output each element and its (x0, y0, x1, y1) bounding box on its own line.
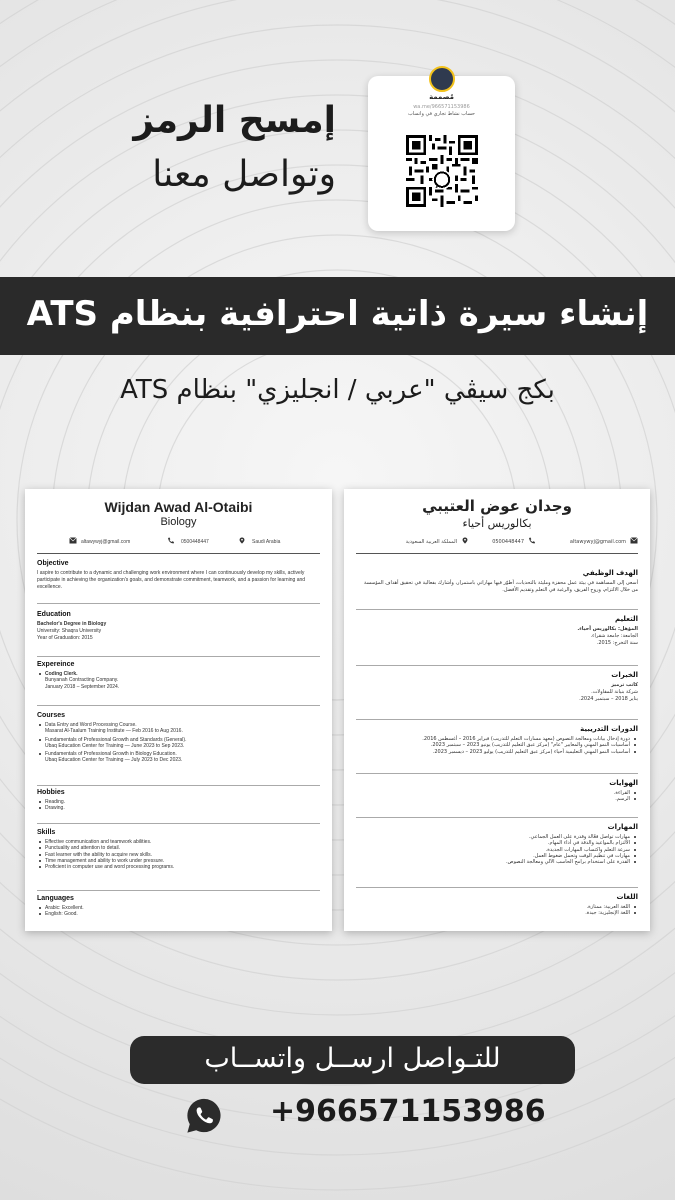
list-item: سرعة التعلم واكتساب المهارات الجديدة. (356, 847, 638, 853)
qr-description: حساب نشاط تجاري في واتساب (407, 111, 476, 117)
business-logo-icon (429, 66, 455, 92)
university-text: University: Shaqra University (37, 628, 102, 634)
skills-section (37, 829, 320, 870)
section-title: الهدف الوظيفي (582, 569, 638, 577)
objective-section (37, 560, 320, 591)
degree-text: Bachelor's Degree in Biology (37, 621, 107, 627)
list-item: القراءة. (356, 790, 638, 796)
contact-row (25, 537, 332, 549)
qr-code-icon[interactable] (406, 135, 478, 207)
list-item: Fundamentals of Professional Growth and Standards (General). Ubaq Education Center for Training — June 2023 to Sep 2023. (37, 737, 320, 750)
experience-section (356, 671, 638, 703)
grad-year-text: سنة التخرج: 2015. (596, 640, 638, 646)
education-section (37, 611, 320, 642)
section-title: الهوايات (609, 779, 638, 787)
resume-major: بكالوريس أحياء (462, 517, 532, 530)
list-item: English: Good. (37, 911, 320, 917)
section-title: Objective (37, 560, 69, 567)
section-divider (356, 817, 638, 818)
section-title: Education (37, 611, 71, 618)
section-divider (356, 719, 638, 720)
objective-text: أسعى إلى المساهمة في بيئة عمل محفزة ومليئة بالتحديات، أطوّر فيها مهاراتي باستمرار، وأشارك بفعالية في تحقيق أهداف المؤسسة من خلال الالتزام، وروح الفريق، والرغبة في التعلم وتقديم الأفضل. (363, 580, 638, 593)
section-divider (356, 887, 638, 888)
qr-link: wa.me/966571153986 (413, 104, 470, 110)
list-item: Punctuality and attention to detail. (37, 845, 320, 851)
phone-icon (528, 537, 536, 544)
phone-text: 0500448447 (181, 539, 209, 545)
section-divider (356, 665, 638, 666)
skills-section (356, 823, 638, 865)
experience-section (37, 661, 320, 690)
list-item: اللغة العربية: ممتازة. (356, 904, 638, 910)
courses-section (356, 725, 638, 755)
section-title: Courses (37, 712, 66, 719)
list-item: Fast learner with the ability to acquire new skills. (37, 852, 320, 858)
education-section (356, 615, 638, 647)
university-text: الجامعة: جامعة شقراء. (590, 633, 638, 639)
section-divider (356, 609, 638, 610)
header-divider (37, 553, 320, 554)
section-title: Skills (37, 829, 56, 836)
list-item: Arabic: Excellent. (37, 905, 320, 911)
resume-arabic-preview (344, 489, 650, 931)
email-text: altawywyj@gmail.com (569, 539, 626, 545)
qr-card[interactable] (368, 76, 515, 231)
list-item: Coding Clerk. Bunyanah Contracting Company. January 2018 – September 2024. (37, 671, 320, 690)
section-divider (37, 890, 320, 891)
objective-section (356, 569, 638, 594)
section-title: المهارات (607, 823, 638, 831)
job-title-text: كاتب ترميز (611, 682, 638, 688)
degree-text: المؤهل: بكالوريس أحياء. (577, 626, 638, 632)
scan-code-heading: إمسح الرمز (133, 100, 336, 141)
email-text: altawywyj@gmail.com (81, 539, 131, 545)
grad-year-text: Year of Graduation: 2015 (37, 635, 93, 641)
hobbies-section (37, 789, 320, 812)
objective-text: I aspire to contribute to a dynamic and challenging work environment where I can continuously develop my skills, actively participate in achieving the organization's goals, and demonstrate commitment, teamwork, and a passion for learning and excellence. (37, 570, 306, 590)
contact-us-heading: وتواصل معنا (152, 154, 336, 195)
list-item: أساسيات النمو المهني التعليمية أحياء (مركز عبق التعليم للتدريب) يوليو 2023 – ديسمبر 2023. (356, 749, 638, 755)
section-divider (37, 823, 320, 824)
resume-name: وجدان عوض العتيبي (422, 497, 572, 515)
qr-business-name: مُصممة (429, 93, 454, 101)
resume-name: Wijdan Awad Al-Otaibi (104, 499, 253, 515)
list-item: Proficient in computer use and word processing programs. (37, 864, 320, 870)
email-icon (630, 537, 638, 544)
section-divider (37, 785, 320, 786)
section-title: اللغات (616, 893, 638, 901)
contact-row (344, 537, 650, 549)
list-item: أساسيات النمو المهني والمعايير "عام" (مركز عبق التعليم للتدريب) يونيو 2023 – سبتمبر 2023. (356, 742, 638, 748)
email-icon (69, 537, 77, 544)
phone-text: 0500448447 (492, 539, 524, 545)
list-item: Drawing. (37, 805, 320, 811)
section-title: الخبرات (611, 671, 638, 679)
list-item: مهارات تواصل فعّالة وقدرة على العمل الجماعي. (356, 834, 638, 840)
location-text: Saudi Arabia (252, 539, 281, 545)
courses-section (37, 712, 320, 764)
phone-icon (167, 537, 175, 544)
section-title: التعليم (614, 615, 638, 623)
job-company-text: شركة بنيانة للمقاولات. (591, 689, 638, 695)
resume-english-preview (25, 489, 332, 931)
list-item: الرسم. (356, 796, 638, 802)
list-item: اللغة الإنجليزية: جيدة. (356, 910, 638, 916)
location-pin-icon (238, 537, 246, 544)
banner-title: إنشاء سيرة ذاتية احترافية بنظام ATS (26, 294, 649, 334)
list-item: الالتزام بالمواعيد والدقة في أداء المهام. (356, 840, 638, 846)
list-item: Data Entry and Word Processing Course. Masarat Al-Taalum Training Institute — Feb 2016 to Aug 2016. (37, 722, 320, 735)
location-pin-icon (461, 537, 469, 544)
languages-section (356, 893, 638, 917)
list-item: Reading. (37, 799, 320, 805)
list-item: مهارات في تنظيم الوقت وتحمل ضغوط العمل. (356, 853, 638, 859)
phone-number: +966571153986 (270, 1094, 546, 1129)
resume-major: Biology (160, 516, 197, 528)
package-subtitle: بكج سيڤي "عربي / انجليزي" بنظام ATS (120, 375, 555, 405)
list-item: القدرة على استخدام برامج الحاسب الآلي ومعالجة النصوص. (356, 859, 638, 865)
list-item: Fundamentals of Professional Growth in Biology Education. Ubaq Education Center for Training — July 2023 to Dec 2023. (37, 751, 320, 764)
section-divider (37, 705, 320, 706)
hobbies-section (356, 779, 638, 803)
job-dates-text: يناير 2018 – سبتمبر 2024. (579, 696, 638, 702)
section-title: Hobbies (37, 789, 65, 796)
list-item: Effective communication and teamwork abilities. (37, 839, 320, 845)
list-item: دورة إدخال بيانات ومعالجة النصوص (معهد مسارات التعلم للتدريب) فبراير 2016 – أغسطس 2016. (356, 736, 638, 742)
languages-section (37, 895, 320, 918)
header-divider (356, 553, 638, 554)
section-divider (356, 773, 638, 774)
section-divider (37, 603, 320, 604)
section-divider (37, 656, 320, 657)
whatsapp-cta-label: للتـواصل ارســل واتســاب (204, 1043, 501, 1074)
section-title: Expereince (37, 661, 75, 668)
location-text: المملكة العربية السعودية (405, 539, 457, 545)
section-title: Languages (37, 895, 74, 902)
list-item: Time management and ability to work under pressure. (37, 858, 320, 864)
section-title: الدورات التدريبية (580, 725, 638, 733)
whatsapp-icon[interactable] (185, 1097, 223, 1135)
